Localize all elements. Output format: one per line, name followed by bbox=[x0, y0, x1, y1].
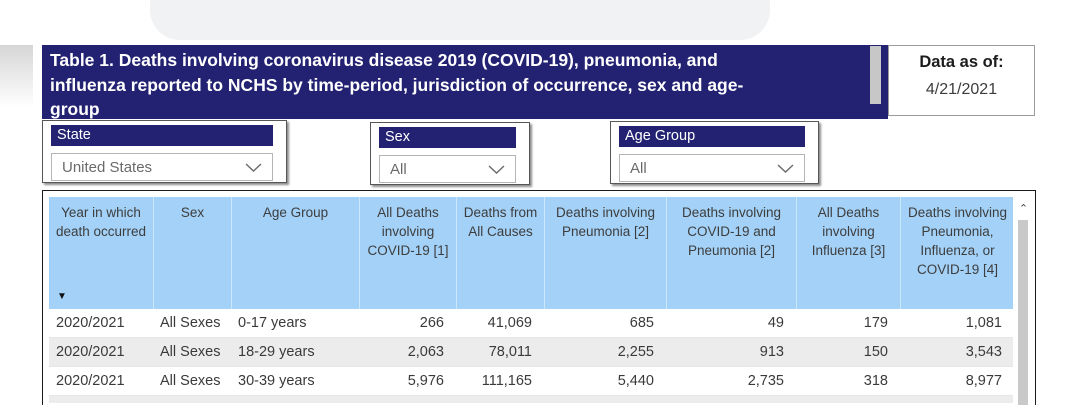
table-cell: 2,063 bbox=[407, 344, 444, 360]
column-header-pneumonia[interactable]: Deaths involving Pneumonia [2] bbox=[544, 197, 666, 309]
table-row-partial bbox=[49, 396, 1014, 403]
table-cell: 266 bbox=[419, 315, 444, 331]
state-dropdown-value: United States bbox=[62, 158, 153, 176]
table-row[interactable] bbox=[49, 309, 1014, 338]
column-header-year[interactable]: Year in which death occurred bbox=[55, 205, 147, 239]
filter-age-group-label: Age Group bbox=[619, 126, 805, 147]
table-cell: All Sexes bbox=[160, 344, 221, 360]
table-scrollbar-thumb[interactable] bbox=[1018, 220, 1028, 405]
deaths-table bbox=[42, 190, 1036, 405]
table-cell: 318 bbox=[863, 373, 888, 389]
table-cell: 111,165 bbox=[481, 373, 532, 389]
table-cell: 0-17 years bbox=[238, 315, 307, 331]
table-scrollbar bbox=[1013, 192, 1034, 405]
table-cell: 2020/2021 bbox=[56, 373, 125, 389]
title-scrollbar-thumb[interactable] bbox=[870, 46, 881, 104]
chevron-down-icon bbox=[488, 165, 505, 174]
table-cell: 1,081 bbox=[965, 315, 1002, 331]
table-cell: 18-29 years bbox=[238, 344, 315, 360]
chevron-down-icon bbox=[777, 164, 794, 173]
table-cell: 5,440 bbox=[617, 373, 654, 389]
age-group-dropdown[interactable] bbox=[619, 154, 805, 182]
column-header-influenza[interactable]: All Deaths involving Influenza [3] bbox=[796, 197, 900, 309]
column-header-pneumonia-influenza-covid[interactable]: Deaths involving Pneumonia, Influenza, or COVID-19 [4] bbox=[900, 197, 1014, 309]
report-title-bar bbox=[42, 45, 888, 119]
column-header-all-causes[interactable]: Deaths from All Causes bbox=[456, 197, 544, 309]
table-cell: 685 bbox=[629, 315, 654, 331]
table-cell: 913 bbox=[759, 344, 784, 360]
filter-state-label: State bbox=[51, 125, 273, 146]
data-as-of-value: 4/21/2021 bbox=[925, 81, 998, 98]
table-header-row bbox=[49, 197, 1014, 309]
data-as-of-box bbox=[888, 45, 1035, 116]
table-cell: 2020/2021 bbox=[56, 344, 125, 360]
state-dropdown[interactable] bbox=[51, 153, 273, 181]
sex-dropdown-value: All bbox=[390, 160, 407, 178]
filter-age-group bbox=[610, 121, 819, 184]
table-cell: 3,543 bbox=[965, 344, 1002, 360]
table-cell: 150 bbox=[863, 344, 888, 360]
column-header-age-group[interactable]: Age Group bbox=[231, 197, 359, 309]
page-tab-background bbox=[150, 0, 770, 40]
age-group-dropdown-value: All bbox=[630, 159, 647, 177]
table-cell: 49 bbox=[767, 315, 784, 331]
report-title-line: Table 1. Deaths involving coronavirus disease 2019 (COVID-19), pneumonia, and bbox=[50, 50, 718, 70]
table-cell: 179 bbox=[863, 315, 888, 331]
report-title-line: influenza reported to NCHS by time-period, jurisdiction of occurrence, sex and age- bbox=[50, 74, 744, 95]
table-row[interactable] bbox=[49, 338, 1014, 367]
table-cell: All Sexes bbox=[160, 373, 221, 389]
filter-state bbox=[42, 120, 287, 183]
table-cell: All Sexes bbox=[160, 315, 221, 331]
table-cell: 2,735 bbox=[747, 373, 784, 389]
table-cell: 2020/2021 bbox=[56, 315, 125, 331]
table-cell: 41,069 bbox=[487, 315, 532, 331]
left-fade-decoration bbox=[0, 45, 33, 108]
table-row[interactable] bbox=[49, 367, 1014, 396]
table-cell: 8,977 bbox=[965, 373, 1002, 389]
filter-sex-label: Sex bbox=[379, 127, 516, 148]
table-cell: 30-39 years bbox=[238, 373, 315, 389]
table-cell: 5,976 bbox=[407, 373, 444, 389]
filter-sex bbox=[370, 122, 530, 185]
table-cell: 2,255 bbox=[617, 344, 654, 360]
report-title-line: group bbox=[50, 99, 100, 119]
sex-dropdown[interactable] bbox=[379, 155, 516, 183]
data-as-of-label: Data as of: bbox=[919, 53, 1004, 71]
table-cell: 78,011 bbox=[488, 344, 532, 360]
sort-descending-icon[interactable]: ▼ bbox=[57, 291, 67, 302]
column-header-covid-deaths[interactable]: All Deaths involving COVID-19 [1] bbox=[359, 197, 456, 309]
chevron-down-icon bbox=[245, 163, 262, 172]
scroll-up-icon[interactable]: ⌃ bbox=[1018, 203, 1029, 215]
column-header-sex[interactable]: Sex bbox=[153, 197, 231, 309]
column-header-covid-and-pneumonia[interactable]: Deaths involving COVID-19 and Pneumonia [2] bbox=[666, 197, 796, 309]
